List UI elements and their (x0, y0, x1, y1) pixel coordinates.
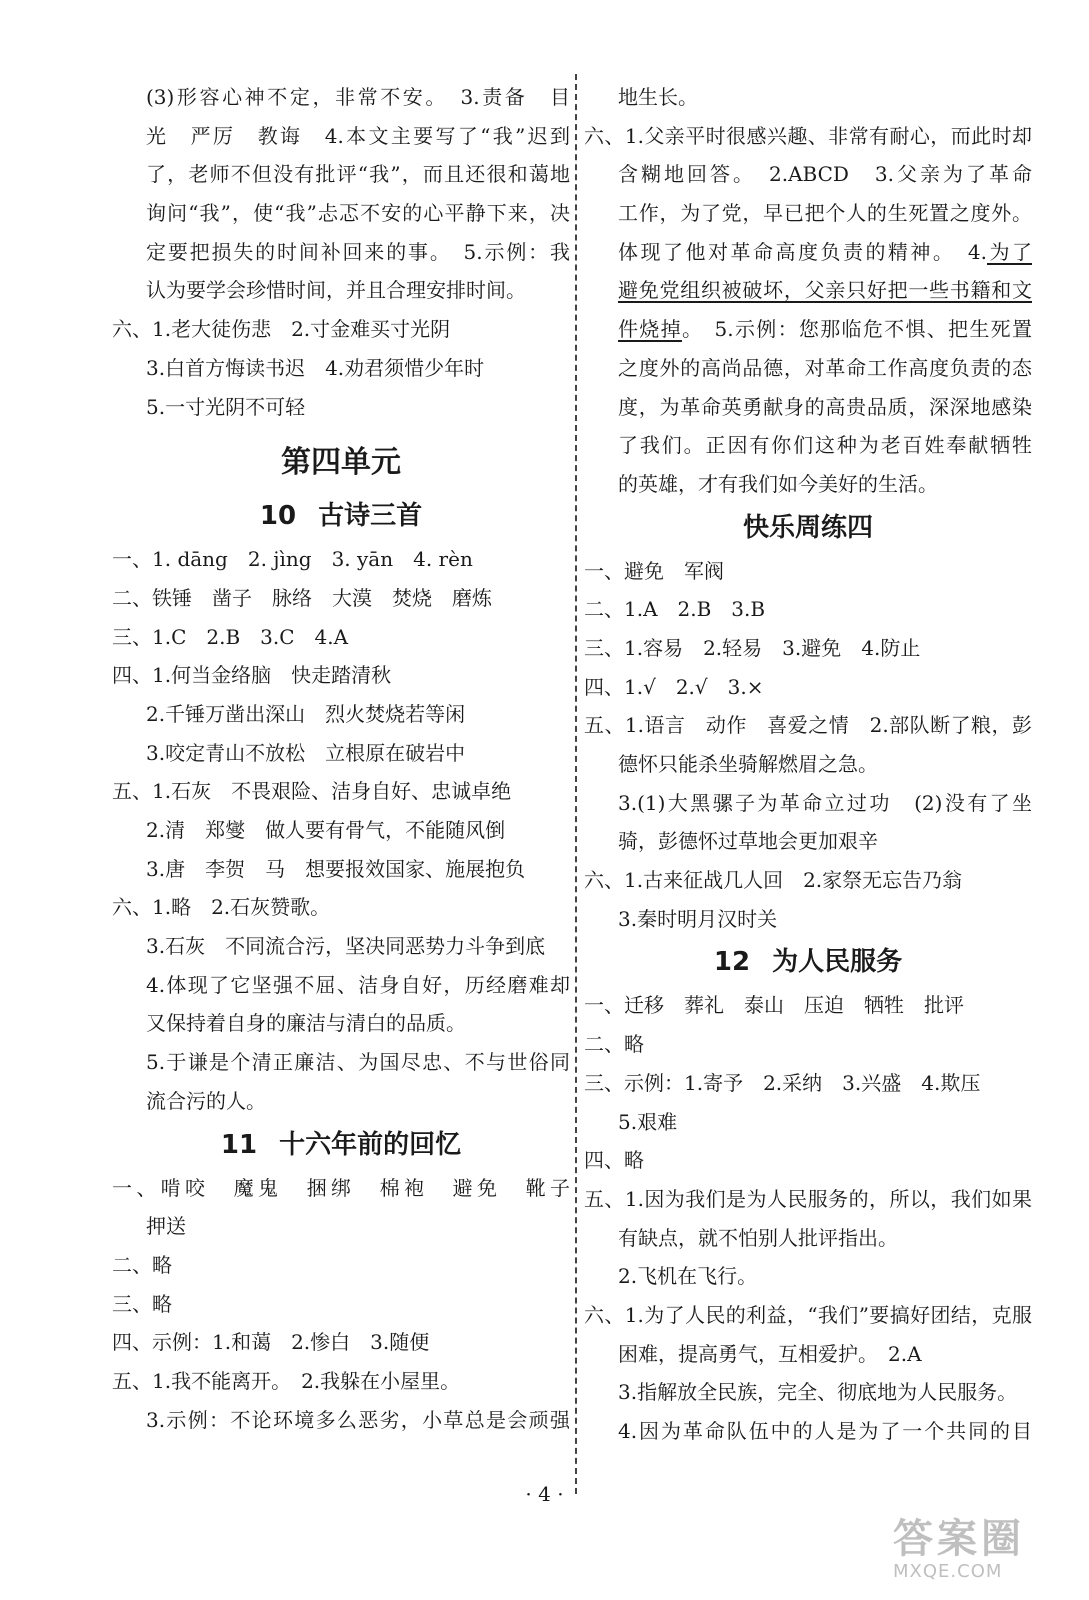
text-line: 的英雄，才有我们如今美好的生活。 (618, 471, 938, 496)
text-line: 三、略 (112, 1291, 172, 1316)
text-line: 四、示例：1.和蔼 2.惨白 3.随便 (112, 1330, 430, 1355)
text-line: 5.一寸光阴不可轻 (146, 394, 306, 419)
text-line: 5.于谦是个清正廉洁、为国尽忠、不与世俗同 (146, 1050, 570, 1075)
underlined-answer: 为了 (987, 239, 1032, 264)
text-line: 3.(1)大黑骡子为革命立过功 (2)没有了坐 (618, 790, 1032, 815)
text-line: 一、啃咬 魔鬼 捆绑 棉袍 避免 靴子 (112, 1175, 570, 1200)
underlined-answer: 避免党组织被破坏，父亲只好把一些书籍和文 (618, 278, 1032, 303)
text-line: 3.咬定青山不放松 立根原在破岩中 (146, 740, 466, 765)
underlined-answer: 件烧掉 (618, 317, 682, 342)
text-line: 六、1.略 2.石灰赞歌。 (112, 895, 331, 920)
text-line: 2.清 郑燮 做人要有骨气，不能随风倒 (146, 818, 506, 842)
text-line: 三、1.C 2.B 3.C 4.A (112, 624, 349, 649)
text-line: 五、1.因为我们是为人民服务的，所以，我们如果 (584, 1186, 1032, 1211)
text-line: 二、1.A 2.B 3.B (584, 597, 766, 622)
lesson-10-heading (112, 492, 570, 540)
text-line: 3.白首方悔读书迟 4.劝君须惜少年时 (146, 355, 485, 380)
text-line: 流合污的人。 (146, 1088, 266, 1113)
text-line (584, 233, 1032, 272)
lesson-number: 10 (259, 501, 297, 532)
text-line: 三、1.容易 2.轻易 3.避免 4.防止 (584, 635, 921, 660)
text-line: 四、1.√ 2.√ 3.× (584, 674, 764, 699)
text-line (584, 271, 1032, 310)
text-line: 骑，彭德怀过草地会更加艰辛 (618, 829, 878, 854)
text-line: 一、1. dāng 2. jìng 3. yān 4. rèn (112, 547, 473, 572)
lesson-12-heading (584, 938, 1032, 986)
text-segment: 体现了他对革命高度负责的精神。 4. (618, 239, 987, 264)
text-line: 六、1.父亲平时很感兴趣、非常有耐心，而此时却 (584, 123, 1032, 148)
text-line: 二、略 (584, 1032, 644, 1057)
text-line: 四、1.何当金络脑 快走踏清秋 (112, 663, 392, 688)
watermark-text: 答案圈 (893, 1516, 1025, 1562)
text-line: 五、1.语言 动作 喜爱之情 2.部队断了粮，彭 (584, 713, 1032, 738)
text-segment: 。 5.示例：您那临危不惧、把生死置 (681, 317, 1032, 342)
lesson-title: 古诗三首 (318, 501, 423, 532)
text-line: 押送 (146, 1214, 186, 1239)
text-line: 3.指解放全民族，完全、彻底地为人民服务。 (618, 1380, 1018, 1405)
text-line: (3)形容心神不定，非常不安。 3.责备 目 (146, 85, 570, 109)
text-line: 六、1.古来征战几人回 2.家祭无忘告乃翁 (584, 868, 963, 893)
lesson-number: 12 (713, 947, 751, 978)
watermark-url: MXQE.COM (893, 1561, 1003, 1582)
text-line: 有缺点，就不怕别人批评指出。 (618, 1225, 898, 1250)
text-line: 3.石灰 不同流合污，坚决同恶势力斗争到底 (146, 934, 546, 959)
text-line: 又保持着自身的廉洁与清白的品质。 (146, 1011, 466, 1036)
page-number: · 4 · (525, 1482, 564, 1506)
text-line: 六、1.老大徒伤悲 2.寸金难买寸光阴 (112, 317, 451, 342)
text-line: 一、迁移 葬礼 泰山 压迫 牺牲 批评 (584, 993, 964, 1018)
text-line: 三、示例：1.寄予 2.采纳 3.兴盛 4.欺压 (584, 1070, 981, 1095)
lesson-number: 11 (220, 1129, 258, 1160)
text-line: 五、1.石灰 不畏艰险、洁身自好、忠诚卓绝 (112, 779, 512, 804)
text-line: 度，为革命英勇献身的高贵品质，深深地感染 (618, 394, 1032, 419)
left-column (112, 78, 570, 1439)
text-line: 5.艰难 (618, 1109, 678, 1134)
text-line: 五、1.我不能离开。 2.我躲在小屋里。 (112, 1368, 461, 1393)
text-line: 地生长。 (618, 85, 698, 109)
text-line: 认为要学会珍惜时间，并且合理安排时间。 (146, 278, 526, 303)
text-line: 4.因为革命队伍中的人是为了一个共同的目 (618, 1419, 1032, 1443)
text-line: 询问“我”，使“我”忐忑不安的心平静下来，决 (146, 201, 570, 226)
weekly-practice-heading: 快乐周练四 (742, 512, 873, 543)
text-line: 3.唐 李贺 马 想要报效国家、施展抱负 (146, 856, 526, 881)
text-line: 德怀只能杀坐骑解燃眉之急。 (618, 752, 878, 776)
text-line (584, 310, 1032, 349)
text-line: 四、略 (584, 1148, 644, 1173)
text-line: 4.体现了它坚强不屈、洁身自好，历经磨难却 (146, 972, 570, 997)
lesson-11-heading (112, 1121, 570, 1169)
watermark-logo (893, 1516, 1063, 1586)
right-column (584, 78, 1032, 1451)
column-divider (575, 74, 577, 1494)
text-line: 3.秦时明月汉时关 (618, 906, 778, 931)
lesson-title: 十六年前的回忆 (279, 1129, 462, 1160)
text-line: 2.千锤万凿出深山 烈火焚烧若等闲 (146, 701, 466, 726)
text-line: 3.示例：不论环境多么恶劣，小草总是会顽强 (146, 1407, 570, 1432)
text-line: 之度外的高尚品德，对革命工作高度负责的态 (618, 355, 1032, 380)
unit-title: 第四单元 (281, 445, 401, 481)
text-line: 六、1.为了人民的利益，“我们”要搞好团结，克服 (584, 1302, 1032, 1327)
lesson-title: 为人民服务 (772, 947, 903, 978)
text-line: 工作，为了党，早已把个人的生死置之度外。 (618, 201, 1032, 226)
text-line: 了，老师不但没有批评“我”，而且还很和蔼地 (146, 162, 570, 187)
text-line: 二、铁锤 凿子 脉络 大漠 焚烧 磨炼 (112, 585, 492, 610)
text-line: 困难，提高勇气，互相爱护。 2.A (618, 1341, 922, 1366)
text-line: 2.飞机在飞行。 (618, 1264, 758, 1289)
text-line: 二、略 (112, 1252, 172, 1277)
text-line: 光 严厉 教诲 4.本文主要写了“我”迟到 (146, 123, 570, 148)
text-line: 了我们。正因有你们这种为老百姓奉献牺牲 (618, 433, 1032, 458)
text-line: 含糊地回答。 2.ABCD 3.父亲为了革命 (618, 162, 1032, 187)
text-line: 一、避免 军阀 (584, 558, 724, 583)
text-line: 定要把损失的时间补回来的事。 5.示例：我 (146, 239, 570, 264)
